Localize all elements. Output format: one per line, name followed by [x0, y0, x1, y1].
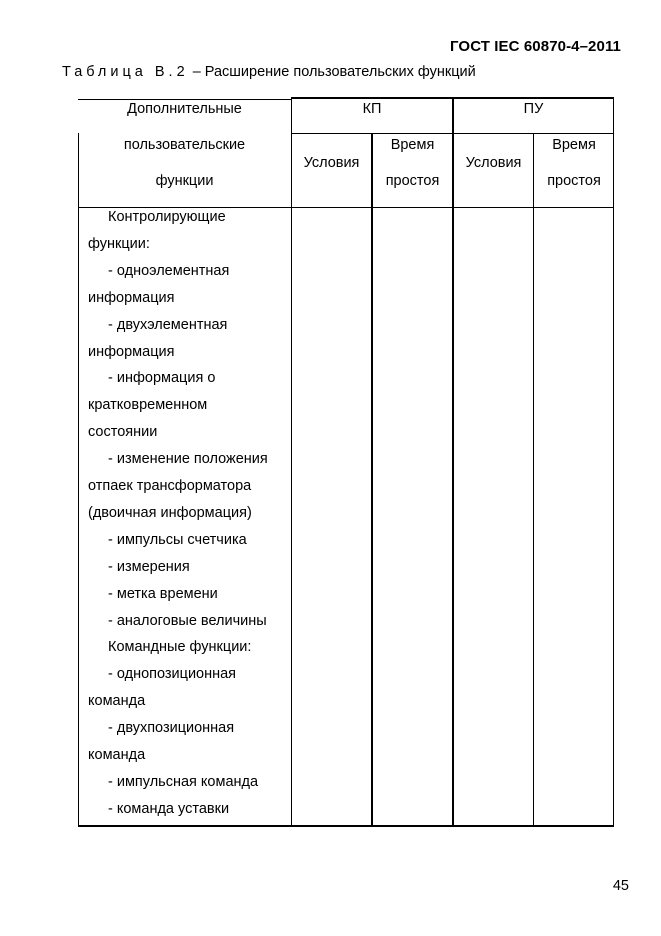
function-row: - метка времени [108, 585, 218, 602]
function-row: функции: [88, 235, 150, 252]
col1-border [291, 97, 292, 827]
kp-sub-border [371, 133, 373, 827]
function-row: - однопозиционная [108, 666, 237, 683]
kp-conditions-header: Условия [303, 155, 360, 171]
function-row: информация [88, 343, 175, 360]
table-right-border [613, 97, 614, 827]
col1-header-line2: пользовательские [123, 137, 246, 153]
function-row: - команда уставки [108, 800, 230, 817]
kp-time-header-line1: Время [390, 137, 435, 153]
function-row: отпаек трансформатора [88, 478, 252, 494]
pu-sub-border [533, 133, 534, 827]
pu-time-header-line2: простоя [547, 173, 601, 189]
group-header-kp: КП [362, 101, 382, 117]
function-row: информация [88, 289, 175, 306]
function-row: - изменение положения [108, 451, 268, 468]
function-row: состоянии [88, 424, 158, 441]
col1-header-line3: функции [155, 173, 214, 189]
function-row: Контролирующие [108, 209, 226, 225]
function-row: - одноэлементная [108, 262, 230, 279]
function-row: - импульсы счетчика [108, 531, 247, 548]
function-row: - измерения [108, 558, 190, 575]
function-row: - двухэлементная [108, 316, 228, 333]
function-row: Командные функции: [108, 639, 252, 656]
function-row: (двоичная информация) [88, 504, 252, 521]
caption-dash: – [192, 64, 201, 80]
pu-conditions-header: Условия [465, 155, 522, 171]
function-row: - информация о [108, 370, 216, 387]
table-left-border [78, 133, 79, 827]
table-label: Таблица В.2 [62, 64, 189, 80]
function-row: - аналоговые величины [108, 612, 267, 629]
function-row: команда [88, 693, 146, 710]
function-row: команда [88, 747, 146, 763]
kp-time-header-line2: простоя [385, 173, 440, 189]
function-row: - импульсная команда [108, 773, 259, 790]
table-title: Расширение пользовательских функций [204, 64, 476, 80]
function-row: - двухпозиционная [108, 720, 235, 737]
table-top-border-left [78, 99, 291, 100]
col1-header-line1: Дополнительные [127, 101, 242, 117]
page-number: 45 [612, 878, 629, 894]
pu-time-header-line1: Время [552, 137, 596, 153]
standard-code: ГОСТ IEC 60870-4–2011 [450, 38, 621, 55]
group-header-pu: ПУ [523, 101, 544, 117]
function-row: кратковременном [88, 397, 208, 414]
kp-pu-border [452, 97, 454, 827]
table-caption [62, 64, 476, 80]
